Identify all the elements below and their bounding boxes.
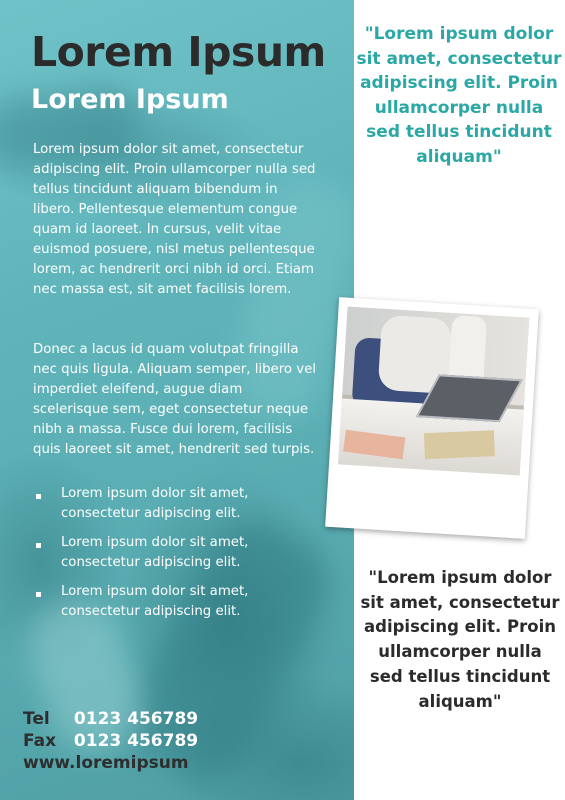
body-paragraph-1: Lorem ipsum dolor sit amet, consectetur adipiscing elit. Proin ullamcorper nulla sed tellus tincidunt aliquam bibendum in libero. Pellentesque elementum congue quam id laoreet. In cursus, velit vitae euismod posuere, nisl metus pellentesque lorem, ac hendrerit orci nibh id orci. Etiam nec massa est, sit amet facilisis lorem. <box>33 142 316 297</box>
bullet-list <box>33 484 323 631</box>
square-bullet-icon <box>36 494 41 499</box>
pull-quote-top: "Lorem ipsum dolor sit amet, consectetur adipiscing elit. Proin ullamcorper nulla sed tellus tincidunt aliquam" <box>356 24 562 167</box>
bullet-item <box>33 484 323 524</box>
fax-label: Fax <box>23 731 57 751</box>
photo-laptop-office <box>338 307 529 476</box>
photo-map <box>424 430 495 459</box>
square-bullet-icon <box>36 543 41 548</box>
tel-row <box>23 708 198 730</box>
bullet-item <box>33 533 323 573</box>
polaroid-photo-frame <box>325 297 539 539</box>
sub-title: Lorem Ipsum <box>31 84 229 115</box>
square-bullet-icon <box>36 592 41 597</box>
pull-quote-bottom: "Lorem ipsum dolor sit amet, consectetur adipiscing elit. Proin ullamcorper nulla sed tellus tincidunt aliquam" <box>360 568 560 711</box>
fax-row <box>23 730 198 752</box>
bullet-text: Lorem ipsum dolor sit amet, consectetur adipiscing elit. <box>61 535 249 570</box>
bullet-text: Lorem ipsum dolor sit amet, consectetur adipiscing elit. <box>61 486 249 521</box>
tel-number[interactable]: 0123 456789 <box>73 709 199 729</box>
website-link[interactable]: www.loremipsum <box>23 753 189 773</box>
fax-number: 0123 456789 <box>73 731 199 751</box>
main-title: Lorem Ipsum <box>31 28 326 76</box>
bullet-item <box>33 582 323 622</box>
bullet-text: Lorem ipsum dolor sit amet, consectetur adipiscing elit. <box>61 584 249 619</box>
tel-label: Tel <box>23 709 50 729</box>
body-paragraph-2: Donec a lacus id quam volutpat fringilla nec quis ligula. Aliquam semper, libero vel imperdiet eleifend, augue diam scelerisque sem, eget consectetur neque nibh a massa. Fusce dui lorem, facilisis quis laoreet sit amet, hendrerit sed turpis. <box>33 342 316 457</box>
contact-block <box>23 708 198 774</box>
